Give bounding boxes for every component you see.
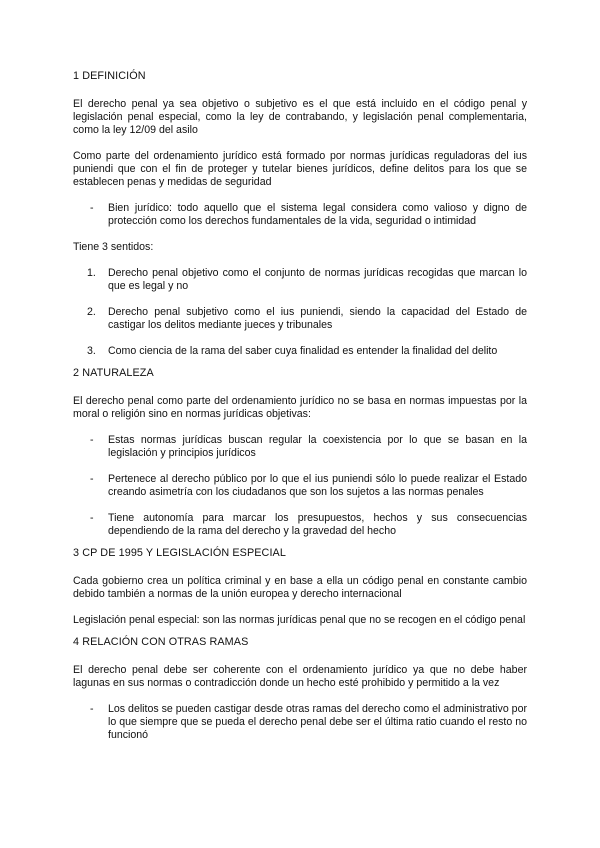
numbered-list [73,267,527,358]
list-item [73,512,527,538]
list-item-text: Pertenece al derecho público por lo que el ius puniendi sólo lo puede realizar el Estado creando asimetría con los ciudadanos que son los sujetos a las normas penales [108,473,527,498]
dash-marker: - [90,202,94,214]
list-item [73,306,527,332]
list-item [73,345,527,358]
list-item [73,434,527,460]
section-heading-definicion: 1 DEFINICIÓN [73,70,146,82]
bullet-list [73,703,527,742]
number-marker: 3. [87,345,96,357]
paragraph: Legislación penal especial: son las normas jurídicas penal que no se recogen en el código penal [73,614,526,626]
number-marker: 1. [87,267,96,279]
dash-marker: - [90,512,94,524]
bullet-list [73,434,527,538]
dash-marker: - [90,703,94,715]
paragraph: El derecho penal como parte del ordenamiento jurídico no se basa en normas impuestas por la moral o religión sino en normas jurídicas objetivas: [73,395,527,420]
paragraph: El derecho penal debe ser coherente con el ordenamiento jurídico ya que no debe haber lagunas en sus normas o contradicción donde un hecho esté prohibido y permitido a la vez [73,664,527,689]
list-item-text: Derecho penal objetivo como el conjunto de normas jurídicas recogidas que marcan lo que es legal y no [108,267,527,292]
list-item [73,202,527,228]
list-item [73,703,527,742]
list-item-text: Los delitos se pueden castigar desde otras ramas del derecho como el administrativo por lo que siempre que se pueda el derecho penal debe ser el última ratio cuando el resto no funcionó [108,703,527,741]
list-item-text: Bien jurídico: todo aquello que el sistema legal considera como valioso y digno de protección como los derechos fundamentales de la vida, seguridad o intimidad [108,202,527,227]
section-heading-cp-1995: 3 CP DE 1995 Y LEGISLACIÓN ESPECIAL [73,547,286,559]
list-item [73,473,527,499]
document-page [73,70,527,755]
dash-marker: - [90,434,94,446]
paragraph: Cada gobierno crea un política criminal y en base a ella un código penal en constante cambio debido también a normas de la unión europea y derecho internacional [73,575,527,600]
paragraph: Tiene 3 sentidos: [73,241,154,253]
list-item-text: Estas normas jurídicas buscan regular la coexistencia por lo que se basan en la legislación y principios jurídicos [108,434,527,459]
bullet-list [73,202,527,228]
section-heading-naturaleza: 2 NATURALEZA [73,367,154,379]
dash-marker: - [90,473,94,485]
paragraph: Como parte del ordenamiento jurídico está formado por normas jurídicas reguladoras del ius puniendi que con el fin de proteger y tutelar bienes jurídicos, define delitos para los que se establecen penas y medidas de seguridad [73,150,527,188]
list-item-text: Derecho penal subjetivo como el ius puniendi, siendo la capacidad del Estado de castigar los delitos mediante jueces y tribunales [108,306,527,331]
section-heading-relacion: 4 RELACIÓN CON OTRAS RAMAS [73,636,249,648]
list-item-text: Tiene autonomía para marcar los presupuestos, hechos y sus consecuencias dependiendo de la rama del derecho y la gravedad del hecho [108,512,527,537]
list-item-text: Como ciencia de la rama del saber cuya finalidad es entender la finalidad del delito [108,345,498,357]
number-marker: 2. [87,306,96,318]
list-item [73,267,527,293]
paragraph: El derecho penal ya sea objetivo o subjetivo es el que está incluido en el código penal y legislación penal especial, como la ley de contrabando, y legislación penal complementaria, como la ley 12/09 del asilo [73,98,527,136]
